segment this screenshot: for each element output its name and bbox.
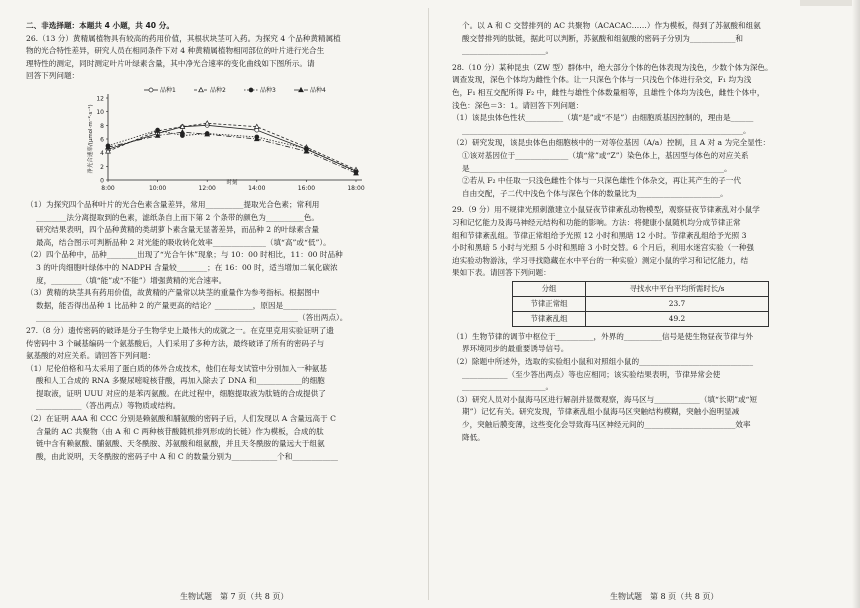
q26-part-line: ________法分离提取到的色素，滤纸条自上而下第 2 个条带的颜色为__________色。	[36, 212, 320, 222]
q29-part-line: 少，突触后膜变薄，这些变化会导致海马区神经元间的________________________效率	[462, 420, 751, 430]
q29-part-line: 降低。	[462, 432, 485, 442]
q26-part-line: _____________________________________________________________________（答出两点）。	[36, 313, 348, 323]
q28-part-line: 是___________________________________________________________________。	[462, 163, 732, 173]
page-fold-shadow	[852, 0, 860, 608]
q27-part-line: 提取液，证明 UUU 对应的是苯丙氨酸。在此过程中，细胞提取液为肽链的合成提供了	[36, 388, 326, 398]
y-tick-label: 10	[96, 109, 104, 117]
question-26-stem	[26, 33, 408, 82]
legend-label: 品种1	[160, 87, 176, 95]
question-29-stem	[452, 204, 836, 279]
question-28-stem	[452, 62, 836, 111]
q28-part-line: （1）该昆虫体色性状__________（填“是”或“不是”）由细胞质基因控制的，理由是______	[452, 113, 754, 123]
table-header-cell: 分组	[513, 281, 586, 296]
q26-line: 理特性的测定，同时测定叶片叶绿素含量，其中净光合速率的变化曲线如下图所示。请	[26, 58, 315, 68]
q28-part-line: ①该对基因位于______________（填“常”或“Z”）染色体上，基因型与体色的对应关系	[462, 150, 749, 160]
y-tick-label: 6	[100, 136, 104, 144]
q28-line: 色，F₁ 相互交配所得 F₂ 中，雌性与雄性个体数量相等，且雄性个体均为浅色，雌性个体中，	[452, 87, 765, 97]
table-cell: 节律紊乱组	[513, 311, 586, 326]
legend-label: 品种4	[310, 87, 326, 95]
q26-part-line: 数据，能否得出品种 1 比品种 2 的产量更高的结论？__________，原因是______________	[36, 300, 337, 310]
q29-line: 果如下表。请回答下列问题：	[452, 268, 551, 278]
q26-part-line: （2）四个品种中，品种________出现了“光合午休”现象；与 10：00 时相比，11：00 时品种	[26, 250, 343, 260]
q27-part-line: 含量的 AC 共聚物（由 A 和 C 两种核苷酸随机排列形成的长链）作为模板，合成的肽	[36, 426, 324, 436]
q26-part-line: 度，________（填“能”或“不能”）增强黄精的光合速率。	[36, 275, 227, 285]
q27-part-line: 酸和人工合成的 RNA 多聚尿嘧啶核苷酸，再加入除去了 DNA 和____________的细胞	[36, 376, 325, 386]
q27-cont-line: 个。以 A 和 C 交替排列的 AC 共聚物（ACACAC……）作为模板，得到了苏氨酸和组氨	[462, 21, 761, 30]
q29-part-line: （3）研究人员对小鼠海马区进行解剖并显微观察，海马区与____________（填“长期”或“短	[452, 394, 758, 404]
q27-part-line: ____________（答出两点）等物质或结构。	[36, 401, 181, 411]
q26-line: 26.（13 分）黄精属植物具有较高的药用价值，其根状块茎可入药。为探究 4 个品种黄精属植	[26, 33, 341, 43]
table-row	[513, 296, 769, 311]
table-header-row	[513, 281, 769, 296]
question-27-continued	[452, 20, 836, 57]
q28-line: 调查发现，深色个体均为雌性个体。让一只深色个体与一只浅色个体进行杂交，F₁ 均为浅	[452, 75, 752, 85]
q29-line: 29.（9 分）用不规律光照刺激建立小鼠昼夜节律紊乱动物模型，观察昼夜节律紊乱对小鼠学	[452, 205, 760, 215]
page-8	[452, 20, 836, 578]
q28-part-line: （2）研究发现，该昆虫体色由细胞核中的一对等位基因（A/a）控制，且 A 对 a 为完全显性：	[452, 138, 771, 148]
q28-part-line: __________________________________________________________________________。	[462, 125, 751, 135]
q27-part-line: 酸，由此说明，天冬酰胺的密码子中 A 和 C 的数量分别为____________个和____________	[36, 451, 338, 461]
q28-part-line: 自由交配，子二代中浅色个体与深色个体的数量比为______________________。	[462, 188, 728, 198]
q26-part-line: 研究结果表明，四个品种黄精的类胡萝卜素含量无显著差异，而品种 2 的叶绿素含量	[36, 225, 320, 235]
q26-line: 回答下列问题：	[26, 71, 80, 81]
q28-line: 28.（10 分）某种昆虫（ZW 型）群体中，绝大部分个体的色体表现为浅色，少数个体为深色。	[452, 62, 773, 72]
photosynthesis-chart	[26, 84, 408, 196]
q27-line: 传密码中 3 个碱基编码一个氨基酸后，人们采用了多种方法，最终破译了所有的密码子与	[26, 338, 325, 348]
question-28-parts	[452, 112, 836, 199]
legend-label: 品种3	[260, 87, 276, 95]
series-line-2	[108, 123, 356, 169]
data-point-4	[180, 130, 185, 134]
page-7-footer: 生物试题 第 7 页（共 8 页）	[180, 592, 289, 601]
x-tick-label: 16:00	[297, 184, 316, 192]
q27-cont-line: ______________________。	[462, 46, 554, 56]
q26-part-line: （3）黄精的块茎具有药用价值，故黄精的产量常以块茎的重量作为参考指标。根据图中	[26, 288, 320, 298]
question-26-parts	[26, 199, 408, 324]
q29-line: 迫实验动物游泳，学习寻找隐藏在水中平台的一种实验）测定小鼠的学习和记忆能力，结	[452, 255, 749, 265]
x-tick-label: 8:00	[101, 184, 115, 192]
table-cell: 23.7	[586, 296, 769, 311]
legend-marker	[149, 88, 153, 92]
y-tick-label: 2	[100, 163, 104, 171]
x-tick-label: 18:00	[347, 184, 365, 192]
q29-line: 习和记忆能力及海马神经元结构和功能的影响。方法：将健康小鼠随机均分成节律正常	[452, 217, 741, 227]
q27-part-line: 链中含有赖氨酸、脯氨酸、天冬酰胺、苏氨酸和组氨酸，并且天冬酰胺的量远大于组氨	[36, 439, 325, 449]
legend-marker	[249, 88, 253, 92]
series-line-1	[108, 125, 356, 171]
q29-part-line: 期”）记忆有关。研究发现，节律紊乱组小鼠海马区突触结构模糊，突触小泡明显减	[462, 407, 740, 417]
y-axis-label: 净光合速率/(μmol·m⁻²·s⁻¹)	[88, 104, 94, 174]
q26-line: 物的光合特性差异，研究人员在相同条件下对 4 种黄精属植物相同部位的叶片进行光合生	[26, 46, 325, 56]
q26-part-line: （1）为探究四个品种叶片的光合色素含量差异，常用__________提取光合色素；常利用	[26, 199, 320, 209]
q26-part-line: 最高，结合图示可判断品种 2 对光能的吸收转化效率______________（填“高”或“低”）。	[36, 237, 331, 247]
q29-part-line: ____________（至少答出两点）等也应相同；该实验结果表明，节律异常会使	[462, 369, 721, 379]
q27-part-line: （1）尼伦伯格和马太采用了蛋白质的体外合成技术，他们在每支试管中分别加入一种氨基	[26, 363, 327, 373]
legend-label: 品种2	[210, 87, 226, 95]
q27-line: 27.（8 分）遗传密码的破译是分子生物学史上最伟大的成就之一。在克里克用实验证明了遗	[26, 325, 334, 335]
x-tick-label: 12:00	[198, 184, 216, 192]
q27-part-line: （2）在证明 AAA 和 CCC 分别是赖氨酸和脯氨酸的密码子后，人们发现以 A 含量远高于 C	[26, 414, 336, 424]
q28-part-line: ②若从 F₂ 中任取一只浅色雌性个体与一只深色雄性个体杂交，再让其产生的子一代	[462, 176, 741, 186]
scan-corner-mark	[800, 0, 860, 6]
section-heading: 二、非选择题：本题共 4 小题，共 40 分。	[26, 21, 174, 30]
q26-part-line: 3 的叶肉细胞叶绿体中的 NADPH 含量较________；在 16：00 时，适当增加二氧化碳浓	[36, 262, 338, 272]
table-row	[513, 311, 769, 326]
data-point-2	[205, 121, 210, 125]
q29-part-line: 界环境同步的最重要诱导信号。	[462, 344, 569, 354]
y-tick-label: 8	[100, 122, 104, 130]
y-tick-label: 12	[96, 95, 104, 103]
data-point-3	[156, 128, 160, 132]
page-7	[26, 20, 408, 578]
x-tick-label: 10:00	[148, 184, 167, 192]
chart-svg	[26, 84, 408, 196]
q29-line: 小时和黑暗 5 小时与光照 5 小时和黑暗 3 小时交替。6 个月后，利用水迷宫实验（一种强	[452, 243, 754, 253]
q27-cont-line: 酸交替排列的肽链，据此可以判断，苏氨酸和组氨酸的密码子分别为____________和	[462, 33, 743, 43]
question-29-parts	[452, 331, 836, 443]
table-cell: 49.2	[586, 311, 769, 326]
q29-line: 组和节律紊乱组。节律正常组给予光照 12 小时和黑暗 12 小时。节律紊乱组给予光照 3	[452, 230, 747, 240]
table-header-cell: 寻找水中平台平均所需时长/s	[586, 281, 769, 296]
q29-part-line: （2）除题中所述外，选取的实验组小鼠和对照组小鼠的______________________________	[452, 357, 753, 367]
y-tick-label: 0	[100, 177, 104, 185]
q29-part-line: ______________________。	[462, 382, 554, 392]
question-27-parts	[26, 363, 408, 463]
q28-line: 浅色：深色＝3：1。请回答下列问题：	[452, 100, 584, 110]
table-cell: 节律正常组	[513, 296, 586, 311]
x-tick-label: 14:00	[248, 184, 266, 192]
question-27-stem	[26, 325, 408, 362]
legend-marker	[299, 88, 304, 92]
results-table	[512, 281, 769, 327]
y-tick-label: 4	[100, 150, 104, 158]
series-line-3	[108, 130, 356, 172]
page-8-footer: 生物试题 第 8 页（共 8 页）	[610, 592, 719, 601]
page-divider	[428, 8, 429, 600]
x-axis-label: 时刻	[226, 179, 238, 186]
q27-line: 氨基酸的对应关系。请回答下列问题：	[26, 351, 156, 361]
q29-part-line: （1）生物节律的调节中枢位于__________，外界的__________信号是使生物昼夜节律与外	[452, 331, 753, 341]
